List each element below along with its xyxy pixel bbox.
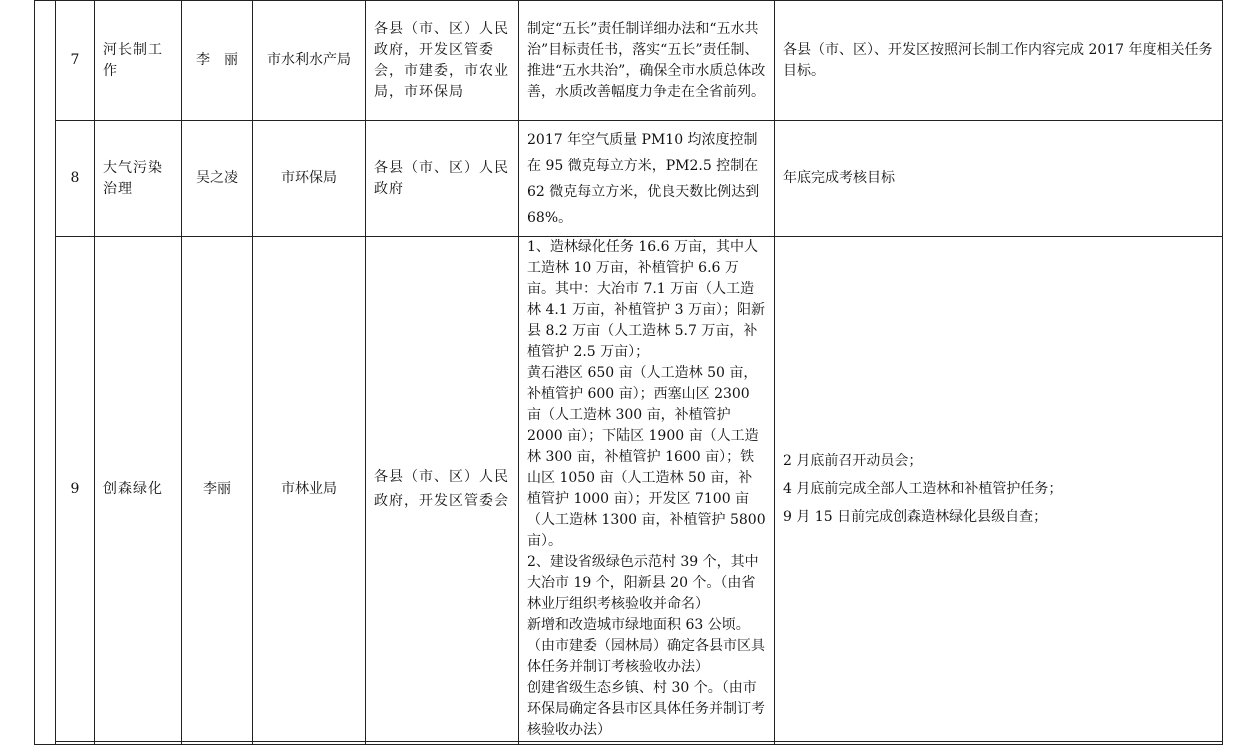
table-row-partial xyxy=(35,742,1223,745)
task-target xyxy=(519,237,775,742)
responsible-units: 各县（市、区）人民政府，开发区管委会，市建委，市农业局，市环保局 xyxy=(366,1,519,121)
empty-cell xyxy=(775,742,1223,745)
lead-department: 市环保局 xyxy=(253,121,366,237)
task-target: 制定“五长”责任制详细办法和“五水共治”目标责任书，落实“五长”责任制、推进“五水共治”，确保全市水质总体改善，水质改善幅度力争走在全省前列。 xyxy=(519,1,775,121)
target-paragraph: 新增和改造城市绿地面积 63 公顷。（由市建委（园林局）确定各县市区具体任务并制订考核验收办法） xyxy=(527,617,765,675)
task-table xyxy=(34,0,1223,745)
empty-cell xyxy=(253,742,366,745)
target-paragraph: 2、建设省级绿色示范村 39 个，其中大冶市 19 个，阳新县 20 个。（由省林业厅组织考核验收并命名） xyxy=(527,554,759,612)
task-name: 河长制工作 xyxy=(95,1,182,121)
detail-line: 2 月底前召开动员会； xyxy=(783,453,923,469)
target-paragraph: 黄石港区 650 亩（人工造林 50 亩，补植管护 600 亩）；西塞山区 2300 亩（人工造林 300 亩，补植管护 2000 亩）；下陆区 1900 亩（人工造林 300 亩，补植管护 1600 亩）；铁山区 1050 亩（人工造林 50 亩，补植管护 1000 亩）；开发区 7100 亩（人工造林 1300 亩，补植管护 5800 亩）。 xyxy=(527,365,766,549)
responsible-leader: 李 丽 xyxy=(182,1,253,121)
table-row xyxy=(35,237,1223,742)
empty-cell xyxy=(366,742,519,745)
target-paragraph: 1、造林绿化任务 16.6 万亩，其中人工造林 10 万亩，补植管护 6.6 万亩。其中：大冶市 7.1 万亩（人工造林 4.1 万亩，补植管护 3 万亩）；阳新县 8.2 万亩（人工造林 5.7 万亩，补植管护 2.5 万亩）； xyxy=(527,239,765,360)
responsible-leader: 李丽 xyxy=(182,237,253,742)
empty-cell xyxy=(182,742,253,745)
empty-cell xyxy=(519,742,775,745)
detail-line: 4 月底前完成全部人工造林和补植管护任务； xyxy=(783,481,1063,497)
detail-line: 9 月 15 日前完成创森造林绿化县级自查； xyxy=(783,509,1048,525)
row-number: 8 xyxy=(56,121,95,237)
lead-department: 市水利水产局 xyxy=(253,1,366,121)
table-row xyxy=(35,1,1223,121)
progress-requirement xyxy=(775,237,1223,742)
target-paragraph: 创建省级生态乡镇、村 30 个。（由市环保局确定各县市区具体任务并制订考核验收办法） xyxy=(527,680,765,738)
empty-cell xyxy=(95,742,182,745)
blank-column-cell xyxy=(35,1,56,745)
progress-requirement: 年底完成考核目标 xyxy=(775,121,1223,237)
responsible-units: 各县（市、区）人民政府 xyxy=(366,121,519,237)
task-target: 2017 年空气质量 PM10 均浓度控制在 95 微克每立方米，PM2.5 控制在 62 微克每立方米，优良天数比例达到 68%。 xyxy=(519,121,775,237)
responsible-leader: 吴之凌 xyxy=(182,121,253,237)
row-number: 7 xyxy=(56,1,95,121)
task-name: 创森绿化 xyxy=(95,237,182,742)
task-name: 大气污染治理 xyxy=(95,121,182,237)
table-row xyxy=(35,121,1223,237)
lead-department: 市林业局 xyxy=(253,237,366,742)
empty-cell xyxy=(56,742,95,745)
row-number: 9 xyxy=(56,237,95,742)
progress-requirement: 各县（市、区）、开发区按照河长制工作内容完成 2017 年度相关任务目标。 xyxy=(775,1,1223,121)
responsible-units: 各县（市、区）人民政府，开发区管委会 xyxy=(366,237,519,742)
